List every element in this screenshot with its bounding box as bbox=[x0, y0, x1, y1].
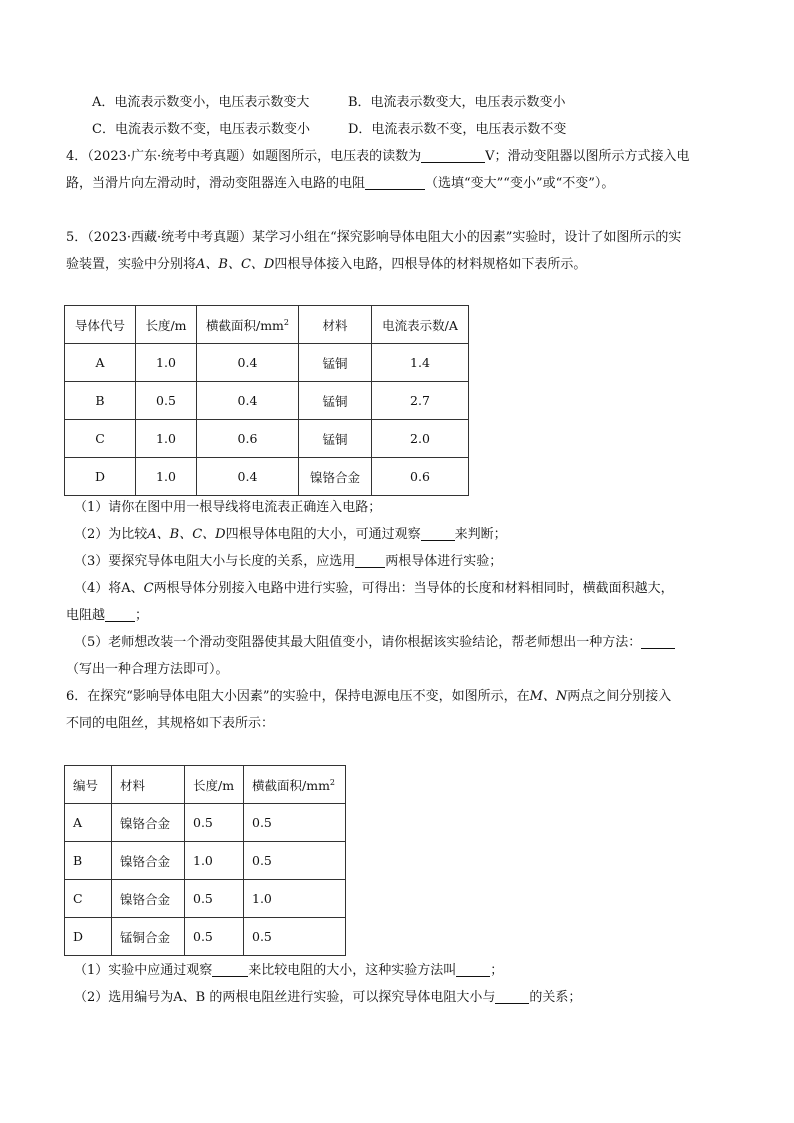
table-cell: 1.4 bbox=[372, 344, 469, 382]
table-cell: 锰铜 bbox=[299, 382, 372, 420]
q5-sub-3-text-b: 两根导体进行实验； bbox=[385, 554, 503, 569]
table-header: 长度/m bbox=[185, 766, 244, 804]
q5-sub-2-text-c: 来判断； bbox=[454, 527, 507, 542]
table-cell: 1.0 bbox=[136, 420, 197, 458]
table-header-row bbox=[65, 766, 346, 804]
table-header: 电流表示数/A bbox=[372, 306, 469, 344]
table-header: 材料 bbox=[112, 766, 185, 804]
q5-table bbox=[64, 305, 469, 496]
q6-sub-1-text-c: ； bbox=[490, 963, 504, 978]
table-header: 编号 bbox=[65, 766, 112, 804]
table-header: 材料 bbox=[299, 306, 372, 344]
table-row bbox=[65, 918, 346, 956]
table-cell: 1.0 bbox=[244, 880, 346, 918]
table-cell: 2.7 bbox=[372, 382, 469, 420]
q5-sub-2-vars: A、B、C、D bbox=[147, 527, 226, 542]
q4-line-1 bbox=[66, 148, 690, 166]
table-cell: A bbox=[65, 804, 112, 842]
table-cell: 0.4 bbox=[197, 382, 299, 420]
q5-text-b: 四根导体接入电路，四根导体的材料规格如下表所示。 bbox=[274, 257, 587, 272]
q5-sub-4-var: C bbox=[143, 581, 154, 596]
q5-sub-5-cont: （写出一种合理方法即可）。 bbox=[66, 662, 229, 677]
q6-sub-1-text-a: （1）实验中应通过观察 bbox=[74, 963, 213, 978]
table-row bbox=[65, 842, 346, 880]
q6-sub-1 bbox=[74, 962, 503, 980]
q5-sub-4-text-c: 电阻越 bbox=[66, 608, 106, 623]
option-b: B．电流表示数变大，电压表示数变小 bbox=[348, 95, 566, 110]
q5-vars: A、B、C、D bbox=[196, 257, 275, 272]
answer-blank bbox=[456, 962, 490, 977]
table-header-row bbox=[65, 306, 469, 344]
q6-table bbox=[64, 765, 346, 956]
table-cell: 0.4 bbox=[197, 344, 299, 382]
q5-sub-4-text-b: 两根导体分别接入电路中进行实验，可得出：当导体的长度和材料相同时，横截面积越大， bbox=[153, 581, 674, 596]
table-cell: 镍铬合金 bbox=[112, 804, 185, 842]
q6-sub-1-text-b: 来比较电阻的大小，这种实验方法叫 bbox=[248, 963, 457, 978]
table-row bbox=[65, 880, 346, 918]
table-cell: 0.5 bbox=[244, 842, 346, 880]
q4-blank-1 bbox=[421, 148, 485, 163]
option-c: C．电流表示数不变，电压表示数变小 bbox=[92, 122, 310, 137]
q5-sub-5-text-a: （5）老师想改装一个滑动变阻器使其最大阻值变小，请你根据该实验结论，帮老师想出一种方法： bbox=[74, 635, 642, 650]
table-cell: A bbox=[65, 344, 136, 382]
q4-text-3: 路，当滑片向左滑动时，滑动变阻器连入电路的电阻 bbox=[66, 176, 366, 191]
q4-text-2: V；滑动变阻器以图所示方式接入电 bbox=[485, 149, 690, 164]
q4-text-4: （选填“变大”“变小”或“不变”）。 bbox=[425, 176, 615, 191]
q5-sub-4-text-d: ； bbox=[135, 608, 149, 623]
table-cell: 0.5 bbox=[244, 804, 346, 842]
table-cell: 锰铜 bbox=[299, 420, 372, 458]
table-cell: 1.0 bbox=[136, 458, 197, 496]
table-cell: D bbox=[65, 458, 136, 496]
table-cell: 0.6 bbox=[372, 458, 469, 496]
q6-sub-2-text-b: 的关系； bbox=[529, 990, 582, 1005]
table-cell: 镍铬合金 bbox=[112, 880, 185, 918]
table-cell: C bbox=[65, 420, 136, 458]
table-row bbox=[65, 420, 469, 458]
table-row bbox=[65, 344, 469, 382]
table-cell: 镍铬合金 bbox=[112, 842, 185, 880]
option-d: D．电流表示数不变，电压表示数不变 bbox=[348, 122, 567, 137]
q6-sub-2 bbox=[74, 989, 581, 1007]
table-cell: B bbox=[65, 842, 112, 880]
table-cell: 0.5 bbox=[136, 382, 197, 420]
q6-text-a: 6．在探究“影响导体电阻大小因素”的实验中，保持电源电压不变，如图所示，在 bbox=[66, 689, 530, 704]
q5-sub-1: （1）请你在图中用一根导线将电流表正确连入电路； bbox=[74, 500, 382, 515]
q5-line-2 bbox=[66, 256, 586, 274]
option-a: A．电流表示数变小，电压表示数变大 bbox=[92, 95, 310, 110]
q5-sub-2-text-a: （2）为比较 bbox=[74, 527, 148, 542]
table-row bbox=[65, 382, 469, 420]
q5-sub-3-text-a: （3）要探究导体电阻大小与长度的关系，应选用 bbox=[74, 554, 356, 569]
q6-line-2: 不同的电阻丝，其规格如下表所示： bbox=[66, 716, 275, 731]
q5-sub-5 bbox=[74, 634, 675, 652]
q5-sub-4-text-a: （4）将A、 bbox=[74, 581, 144, 596]
answer-blank bbox=[641, 634, 675, 649]
table-row bbox=[65, 804, 346, 842]
q4-text-1: 4．（2023·广东·统考中考真题）如题图所示，电压表的读数为 bbox=[66, 149, 422, 164]
table-cell: 1.0 bbox=[185, 842, 244, 880]
table-cell: 锰铜 bbox=[299, 344, 372, 382]
table-cell: 0.4 bbox=[197, 458, 299, 496]
table-header: 导体代号 bbox=[65, 306, 136, 344]
q5-line-1: 5．（2023·西藏·统考中考真题）某学习小组在“探究影响导体电阻大小的因素”实验时，设计了如图所示的实 bbox=[66, 230, 682, 245]
q6-vars: M、N bbox=[529, 689, 568, 704]
answer-blank bbox=[421, 526, 455, 541]
answer-blank bbox=[105, 607, 135, 622]
answer-blank bbox=[495, 989, 529, 1004]
table-cell: 镍铬合金 bbox=[299, 458, 372, 496]
table-row bbox=[65, 458, 469, 496]
q5-sub-2 bbox=[74, 526, 507, 544]
table-cell: 2.0 bbox=[372, 420, 469, 458]
answer-blank bbox=[212, 962, 248, 977]
table-cell: D bbox=[65, 918, 112, 956]
table-cell: 0.5 bbox=[244, 918, 346, 956]
table-header: 横截面积$/mm^2$ bbox=[197, 306, 299, 344]
table-cell: B bbox=[65, 382, 136, 420]
table-cell: 0.5 bbox=[185, 804, 244, 842]
q5-sub-4-cont bbox=[66, 607, 148, 625]
table-cell: 锰铜合金 bbox=[112, 918, 185, 956]
table-cell: 0.5 bbox=[185, 918, 244, 956]
q5-sub-3 bbox=[74, 553, 502, 571]
table-cell: 1.0 bbox=[136, 344, 197, 382]
answer-blank bbox=[355, 553, 385, 568]
table-cell: 0.5 bbox=[185, 880, 244, 918]
q6-text-b: 两点之间分别接入 bbox=[567, 689, 672, 704]
table-header: 横截面积$/mm^2$ bbox=[244, 766, 346, 804]
q5-text-a: 验装置，实验中分别将 bbox=[66, 257, 197, 272]
table-header: 长度/m bbox=[136, 306, 197, 344]
q5-sub-4 bbox=[74, 580, 674, 598]
q4-blank-2 bbox=[365, 175, 425, 190]
table-cell: C bbox=[65, 880, 112, 918]
q6-line-1 bbox=[66, 688, 671, 706]
table-cell: 0.6 bbox=[197, 420, 299, 458]
q6-sub-2-text-a: （2）选用编号为A、B 的两根电阻丝进行实验，可以探究导体电阻大小与 bbox=[74, 990, 496, 1005]
q5-sub-2-text-b: 四根导体电阻的大小，可通过观察 bbox=[225, 527, 421, 542]
q4-line-2 bbox=[66, 175, 614, 193]
